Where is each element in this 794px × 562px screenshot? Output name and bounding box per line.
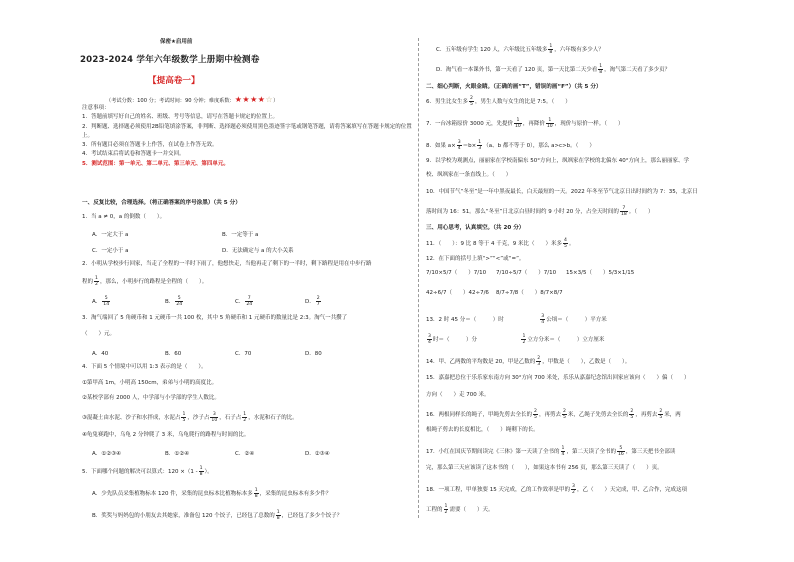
fraction-denominator: 5 bbox=[659, 415, 663, 420]
q5-option-a-tail: ，采集的昆虫标本有多少件？ bbox=[259, 491, 332, 497]
q7-a: 7．一台冰箱原价 3000 元，先提价 bbox=[426, 121, 513, 127]
fraction-denominator: 5 bbox=[182, 418, 186, 423]
q10-line2-b: 。（ ） bbox=[628, 209, 654, 215]
q3-option-d: D．80 bbox=[305, 351, 322, 357]
fraction-numerator: 2 bbox=[562, 409, 566, 414]
q5-option-c bbox=[436, 44, 604, 55]
fraction-numerator: 3 bbox=[572, 484, 575, 489]
fraction-numerator: 1 bbox=[199, 466, 203, 471]
q4-option-d: D．②③④ bbox=[305, 451, 330, 457]
q16-c: 米，乙绳子先剪去全长的 bbox=[567, 412, 629, 418]
page-subtitle: 【提高卷一】 bbox=[148, 76, 200, 86]
fraction-denominator: 4 bbox=[457, 146, 461, 151]
q1-option-b: B．一定等于 a bbox=[222, 232, 259, 238]
q2-line2 bbox=[82, 276, 207, 287]
q16-line1 bbox=[426, 409, 681, 420]
fraction bbox=[210, 412, 218, 423]
q5-line1-b: ）。 bbox=[204, 469, 213, 475]
fraction-denominator: 2 bbox=[95, 282, 98, 287]
fraction-denominator: 2 bbox=[243, 418, 247, 423]
scope-value: 第一单元、第二单元、第三单元、第四单元。 bbox=[118, 160, 229, 167]
fraction bbox=[181, 412, 186, 423]
fraction-numerator: 3 bbox=[457, 140, 461, 145]
q17-line2: 完，那么第三天应该读了这本书的（ ），如果这本书有 256 页，那么第三天读了（ ）页。 bbox=[426, 465, 663, 471]
q6-a: 6．男生比女生多 bbox=[426, 99, 468, 105]
fraction-denominator: 8 bbox=[549, 50, 553, 55]
notes-item-1: 1．答题前填写好自己的姓名、班级、考号等信息，请写在答题卡规定的位置上。 bbox=[82, 114, 279, 121]
q17-line1 bbox=[426, 446, 675, 457]
q7-c: ，现价与原价一样。（ ） bbox=[554, 121, 624, 127]
fraction-numerator: 3 bbox=[428, 334, 431, 339]
fraction bbox=[427, 334, 432, 345]
q5-option-b-text: B．奖奖与妈妈包的小朋友去其她家，准备包 120 个饺子，已经包了总数的 bbox=[92, 513, 275, 519]
fraction bbox=[254, 488, 259, 499]
q5-option-a bbox=[92, 488, 331, 499]
fraction-denominator: 3 bbox=[537, 362, 541, 367]
q1-option-c: C．一定小于 a bbox=[92, 248, 129, 254]
fraction-numerator: 1 bbox=[182, 412, 186, 417]
fraction-denominator: 2 bbox=[444, 510, 448, 515]
q4-option-a: A．①②③④ bbox=[92, 451, 121, 457]
fraction-denominator: 24 bbox=[176, 302, 183, 307]
fraction-numerator: 7 bbox=[245, 296, 253, 302]
fraction-denominator: 8 bbox=[254, 494, 258, 499]
q3-option-b: B．60 bbox=[165, 351, 182, 357]
fraction-denominator: 4 bbox=[428, 340, 431, 345]
q14-b: ，甲数是（ ），乙数是（ ）。 bbox=[542, 359, 631, 365]
q5-option-a-text: A．少先队员采集植物标本 120 件，采集的昆虫标本比植物标本多 bbox=[92, 491, 253, 497]
fraction bbox=[571, 484, 576, 495]
exam-meta-text: （考试分数：100 分；考试时间：90 分钟；难度系数： bbox=[106, 98, 235, 104]
section3-heading: 三、用心思考，认真填空。（共 20 分） bbox=[426, 225, 525, 231]
q11-b: 。 bbox=[568, 241, 575, 247]
q5-option-d-text: D．淘气看一本课外书，第一天看了 120 页，第一天比第二天少看 bbox=[436, 67, 598, 73]
fraction-denominator: 24 bbox=[246, 302, 253, 307]
fraction bbox=[444, 504, 449, 515]
q5-option-c-tail: ，六年级有多少人？ bbox=[554, 47, 604, 53]
q16-b: ，再剪去 bbox=[538, 412, 561, 418]
q5-option-b bbox=[92, 510, 342, 521]
fraction-numerator: 2 bbox=[537, 356, 541, 361]
q12-cell-4: 42÷6/7（ ）42÷7/6 bbox=[426, 290, 489, 296]
fraction bbox=[561, 446, 566, 457]
star-filled-icon: ★★★★ bbox=[234, 95, 266, 104]
q8-b: ＝b× bbox=[462, 143, 477, 149]
fraction bbox=[598, 64, 603, 75]
q18-line2-b: 需要（ ）天。 bbox=[449, 507, 494, 513]
q2-option-c-label: C． bbox=[235, 299, 245, 305]
fraction-numerator: 2 bbox=[630, 409, 634, 414]
q5-option-b-tail: ，已经包了多少个饺子？ bbox=[281, 513, 343, 519]
q4-item-3-c: ，石子占 bbox=[219, 415, 242, 421]
section2-heading: 二、细心判断，火眼金睛。（正确的画“T”，错误的画“F”）（共 5 分） bbox=[426, 84, 602, 90]
fraction-denominator: 8 bbox=[599, 70, 603, 75]
q1-text: 1．当 a ≠ 0，a 的倒数（ ）。 bbox=[82, 214, 166, 220]
fraction-numerator: 1 bbox=[546, 118, 554, 124]
fraction-numerator: 2 bbox=[316, 296, 320, 301]
q4-item-3-a: ③混凝土由水泥、沙子和水拌成，水泥占 bbox=[82, 415, 181, 421]
fraction-denominator: 4 bbox=[541, 320, 545, 325]
q1-option-d: D．无法确定与 a 的大小关系 bbox=[222, 248, 294, 254]
fraction bbox=[102, 296, 110, 307]
fraction-denominator: 5 bbox=[564, 244, 567, 249]
q4-option-c: C．②④ bbox=[235, 451, 255, 457]
q12-cell-5: 8/7÷7/8（ ）8/7×8/7 bbox=[496, 290, 563, 296]
fraction bbox=[199, 466, 204, 477]
q7-text bbox=[426, 118, 624, 129]
q2-line1: 2．小明从学校步行回家，当走了全程的一半时下雨了，他想快走，当他再走了剩下的一半时，剩下路程是用在中步行路 bbox=[82, 261, 372, 267]
fraction-denominator: 8 bbox=[276, 516, 280, 521]
q9-line1: 9．以学校为观测点，丽丽家在学校南偏东 50°方向上，飒飒家在学校的北偏东 40°方向上，那么丽丽家、学 bbox=[426, 158, 689, 164]
fraction bbox=[563, 238, 568, 249]
q2-line2-a: 程的 bbox=[82, 279, 94, 285]
q12-text: 12．在下面的括号上填“>”“<”或“=”。 bbox=[426, 256, 525, 262]
q18-line2-a: 工程的 bbox=[426, 507, 443, 513]
q2-option-d bbox=[305, 296, 322, 307]
q10-line1: 10．中国节气“冬至”是一年中黑夜最长，白天最短的一天。2022 年冬至节气北京日出时间约为 7：35，北京日 bbox=[426, 189, 698, 195]
fraction-numerator: 3 bbox=[210, 412, 218, 418]
fraction-denominator: 4 bbox=[561, 452, 565, 457]
notes-heading: 注意事项： bbox=[82, 105, 110, 111]
fraction-numerator: 1 bbox=[478, 140, 482, 145]
exam-meta-close: ） bbox=[273, 98, 279, 104]
q2-option-b-label: B． bbox=[165, 299, 175, 305]
q12-cell-3: 15×3/5（ ）5/3×1/15 bbox=[566, 270, 635, 276]
q4-item-3-b: ，沙子占 bbox=[187, 415, 210, 421]
fraction-numerator: 1 bbox=[549, 44, 553, 49]
fraction bbox=[617, 446, 625, 457]
fraction-numerator: 1 bbox=[444, 504, 448, 509]
fraction bbox=[546, 118, 554, 129]
q3-option-a: A．40 bbox=[92, 351, 109, 357]
fraction-numerator: 7 bbox=[620, 206, 628, 212]
fraction-denominator: 5 bbox=[534, 415, 537, 420]
q16-line2: 根绳子剪去的长度相比，（ ）绳剩下的长。 bbox=[426, 427, 539, 433]
fraction-denominator: 10 bbox=[211, 418, 218, 423]
fraction-numerator: 5 bbox=[102, 296, 110, 302]
fraction-denominator: 2 bbox=[522, 340, 526, 345]
q1-option-a: A．一定大于 a bbox=[92, 232, 129, 238]
fraction-denominator: 7 bbox=[316, 302, 320, 307]
fraction bbox=[514, 118, 522, 129]
q12-grid bbox=[426, 268, 756, 308]
q2-option-d-label: D． bbox=[305, 299, 315, 305]
fraction bbox=[457, 140, 462, 151]
notes-block bbox=[82, 104, 412, 169]
q3-option-c: C．70 bbox=[235, 351, 252, 357]
fraction bbox=[477, 140, 482, 151]
q5-line1 bbox=[82, 466, 213, 477]
q18-a: 18．一项工程，甲单独要 15 天完成，乙的工作效率是甲的 bbox=[426, 487, 570, 493]
fraction bbox=[658, 409, 663, 420]
q2-option-a bbox=[92, 296, 111, 307]
section1-heading: 一、反复比较，合理选择。（将正确答案的序号涂黑）（共 5 分） bbox=[82, 200, 241, 206]
confidential-label: 保密★启用前 bbox=[160, 39, 193, 45]
fraction-numerator: 2 bbox=[534, 409, 537, 414]
q17-a: 17．小红在国庆节期间读完《三体》第一天读了全书的 bbox=[426, 449, 560, 455]
fraction-numerator: 2 bbox=[470, 96, 473, 101]
fraction bbox=[316, 296, 321, 307]
notes-item-3: 3．所有题目必须在答题卡上作答，在试卷上作答无效。 bbox=[82, 142, 218, 149]
binding-dashed-line bbox=[418, 38, 419, 518]
fraction bbox=[536, 356, 541, 367]
fraction-numerator: 1 bbox=[561, 446, 565, 451]
q5-option-d bbox=[436, 64, 670, 75]
fraction-numerator: 1 bbox=[599, 64, 603, 69]
q4-line1: 4．下面 5 个情境中可以用 1:3 表示的是（ ）。 bbox=[82, 364, 207, 370]
q6-b: ，男生人数与女生的比是 7:5。（ ） bbox=[474, 99, 571, 105]
q2-option-b bbox=[165, 296, 184, 307]
q14-a: 14．甲、乙两数的平均数是 20，甲是乙数的 bbox=[426, 359, 536, 365]
q2-option-c bbox=[235, 296, 254, 307]
fraction bbox=[620, 206, 628, 217]
fraction-denominator: 16 bbox=[617, 452, 624, 457]
q16-d: ，再剪去 bbox=[635, 412, 658, 418]
fraction bbox=[94, 276, 99, 287]
fraction-denominator: 14 bbox=[103, 302, 110, 307]
fraction bbox=[540, 314, 545, 325]
q8-a: 8．如果 a× bbox=[426, 143, 456, 149]
fraction-numerator: 4 bbox=[564, 238, 567, 243]
q10-line2 bbox=[426, 206, 654, 217]
fraction-numerator: 5 bbox=[617, 446, 625, 452]
fraction bbox=[245, 296, 253, 307]
q5-line1-a: 5．下面哪个问题的解决可以算式：120 ×（1 - bbox=[82, 469, 198, 475]
q18-b: ，乙（ ）天完成，甲、乙合作，完成这项 bbox=[576, 487, 687, 493]
q16-e: 米，两 bbox=[664, 412, 681, 418]
q11-a: 11．（ ）：9 比 8 等于 4 千克，9 米比（ ）米多 bbox=[426, 241, 562, 247]
fraction bbox=[276, 510, 281, 521]
q8-c: （a、b 都不等于 0），那么 a>c>b。（ ） bbox=[483, 143, 595, 149]
q5-option-c-text: C．五年级有学生 120 人，六年级比五年级多 bbox=[436, 47, 548, 53]
fraction-denominator: 18 bbox=[620, 212, 627, 217]
q13-line2 bbox=[426, 334, 604, 345]
exam-meta bbox=[106, 95, 278, 104]
q4-item-3 bbox=[82, 412, 298, 423]
fraction-numerator: 1 bbox=[243, 412, 247, 417]
fraction bbox=[533, 409, 538, 420]
q4-item-2: ②某校学部有 2000 人，中学部与小学部的学生人数比。 bbox=[82, 395, 220, 401]
fraction-denominator: 8 bbox=[199, 472, 203, 477]
fraction-denominator: 5 bbox=[562, 415, 566, 420]
q13-c: 时＝（ ）分 bbox=[432, 337, 477, 343]
fraction-denominator: 10 bbox=[515, 124, 521, 129]
q13-a: 13．2 时 45 分＝（ ）时 bbox=[426, 317, 504, 323]
q18-line2 bbox=[426, 504, 493, 515]
q9-line2: 校、飒飒家在一条直线上。（ ） bbox=[426, 172, 512, 178]
q4-item-4: ④龟兔赛跑中，乌龟 2 分钟爬了 3 米，乌龟爬行的路程与时间的比。 bbox=[82, 432, 250, 438]
q16-a: 16．两根同样长的绳子，甲绳先剪去全长的 bbox=[426, 412, 532, 418]
q12-cell-2: 7/10÷5/7（ ）7/10 bbox=[496, 270, 557, 276]
q5-option-d-tail: ，淘气第二天看了多少页？ bbox=[604, 67, 671, 73]
star-empty-icon: ☆ bbox=[265, 95, 274, 104]
fraction-numerator: 1 bbox=[522, 334, 526, 339]
q2-line2-b: ，那么，小明步行的路程是全程的（ ）。 bbox=[99, 279, 208, 285]
q4-option-b: B．①②④ bbox=[165, 451, 190, 457]
scope-label: 5．测试范围： bbox=[82, 160, 119, 167]
q13-d: 立方分米＝（ ）立方厘米 bbox=[527, 337, 605, 343]
fraction-numerator: 1 bbox=[514, 118, 522, 124]
difficulty-stars bbox=[235, 95, 273, 104]
fraction bbox=[521, 334, 526, 345]
q17-c: ，第三天把书全部读 bbox=[625, 449, 676, 455]
fraction-denominator: 2 bbox=[572, 490, 575, 495]
fraction bbox=[562, 409, 567, 420]
q10-line2-a: 落时间为 16：51。那么“冬至”日北京白昼时间约 9 小时 20 分，占全天时间的 bbox=[426, 209, 619, 215]
fraction bbox=[242, 412, 247, 423]
fraction-numerator: 1 bbox=[254, 488, 258, 493]
fraction bbox=[469, 96, 474, 107]
fraction-numerator: 1 bbox=[95, 276, 98, 281]
notes-scope bbox=[82, 160, 412, 169]
q14-text bbox=[426, 356, 630, 367]
fraction-denominator: 5 bbox=[470, 102, 473, 107]
fraction-denominator: 5 bbox=[630, 415, 634, 420]
q13-line1 bbox=[426, 314, 607, 325]
fraction-numerator: 3 bbox=[541, 314, 545, 319]
q2-option-a-label: A． bbox=[92, 299, 102, 305]
q18-line1 bbox=[426, 484, 687, 495]
q15-line2: 方向（ ）走 700 米。 bbox=[426, 392, 490, 398]
fraction-denominator: 10 bbox=[546, 124, 553, 129]
q3-line2: （ ）元。 bbox=[82, 331, 116, 337]
q7-b: ，再降价 bbox=[522, 121, 545, 127]
q8-text bbox=[426, 140, 595, 151]
notes-item-2: 2．判断题、选择题必须使用2B铅笔填涂答案，非判断、选择题必须使用黑色墨迹签字笔或钢笔答题，请将答案填写在答题卡规定的位置上。 bbox=[82, 123, 412, 139]
fraction-numerator: 5 bbox=[175, 296, 183, 302]
q12-cell-1: 7/10×5/7（ ）7/10 bbox=[426, 270, 487, 276]
q17-b: ，第二天读了全书的 bbox=[566, 449, 616, 455]
q3-line1: 3．淘气端回了 5 角硬币和 1 元硬币一共 100 枚，其中 5 角硬币和 1 元硬币的数量比是 2:3。淘气一共攒了 bbox=[82, 315, 348, 321]
fraction-denominator: 3 bbox=[478, 146, 482, 151]
fraction bbox=[548, 44, 553, 55]
q15-line1: 15．嘉嘉把总位于乐乐家东南方向 30°方向 700 米处，乐乐从嘉嘉纪念馆出回家应该向（ ）偏（ ） bbox=[426, 375, 690, 381]
fraction-numerator: 2 bbox=[659, 409, 663, 414]
fraction bbox=[175, 296, 183, 307]
q6-text bbox=[426, 96, 571, 107]
q11-text bbox=[426, 238, 574, 249]
notes-item-4: 4．考试结束后将试卷和答题卡一并交回。 bbox=[82, 151, 185, 158]
fraction-numerator: 1 bbox=[276, 510, 280, 515]
q4-item-3-d: ，水泥和石子的比。 bbox=[248, 415, 298, 421]
page-title: 2023-2024 学年六年级数学上册期中检测卷 bbox=[80, 55, 260, 65]
q13-b: 公顷＝（ ）平方米 bbox=[546, 317, 607, 323]
q4-item-1: ①第甲高 1m，小明高 150cm，弟弟与小明的高度比。 bbox=[82, 380, 218, 386]
fraction bbox=[629, 409, 634, 420]
